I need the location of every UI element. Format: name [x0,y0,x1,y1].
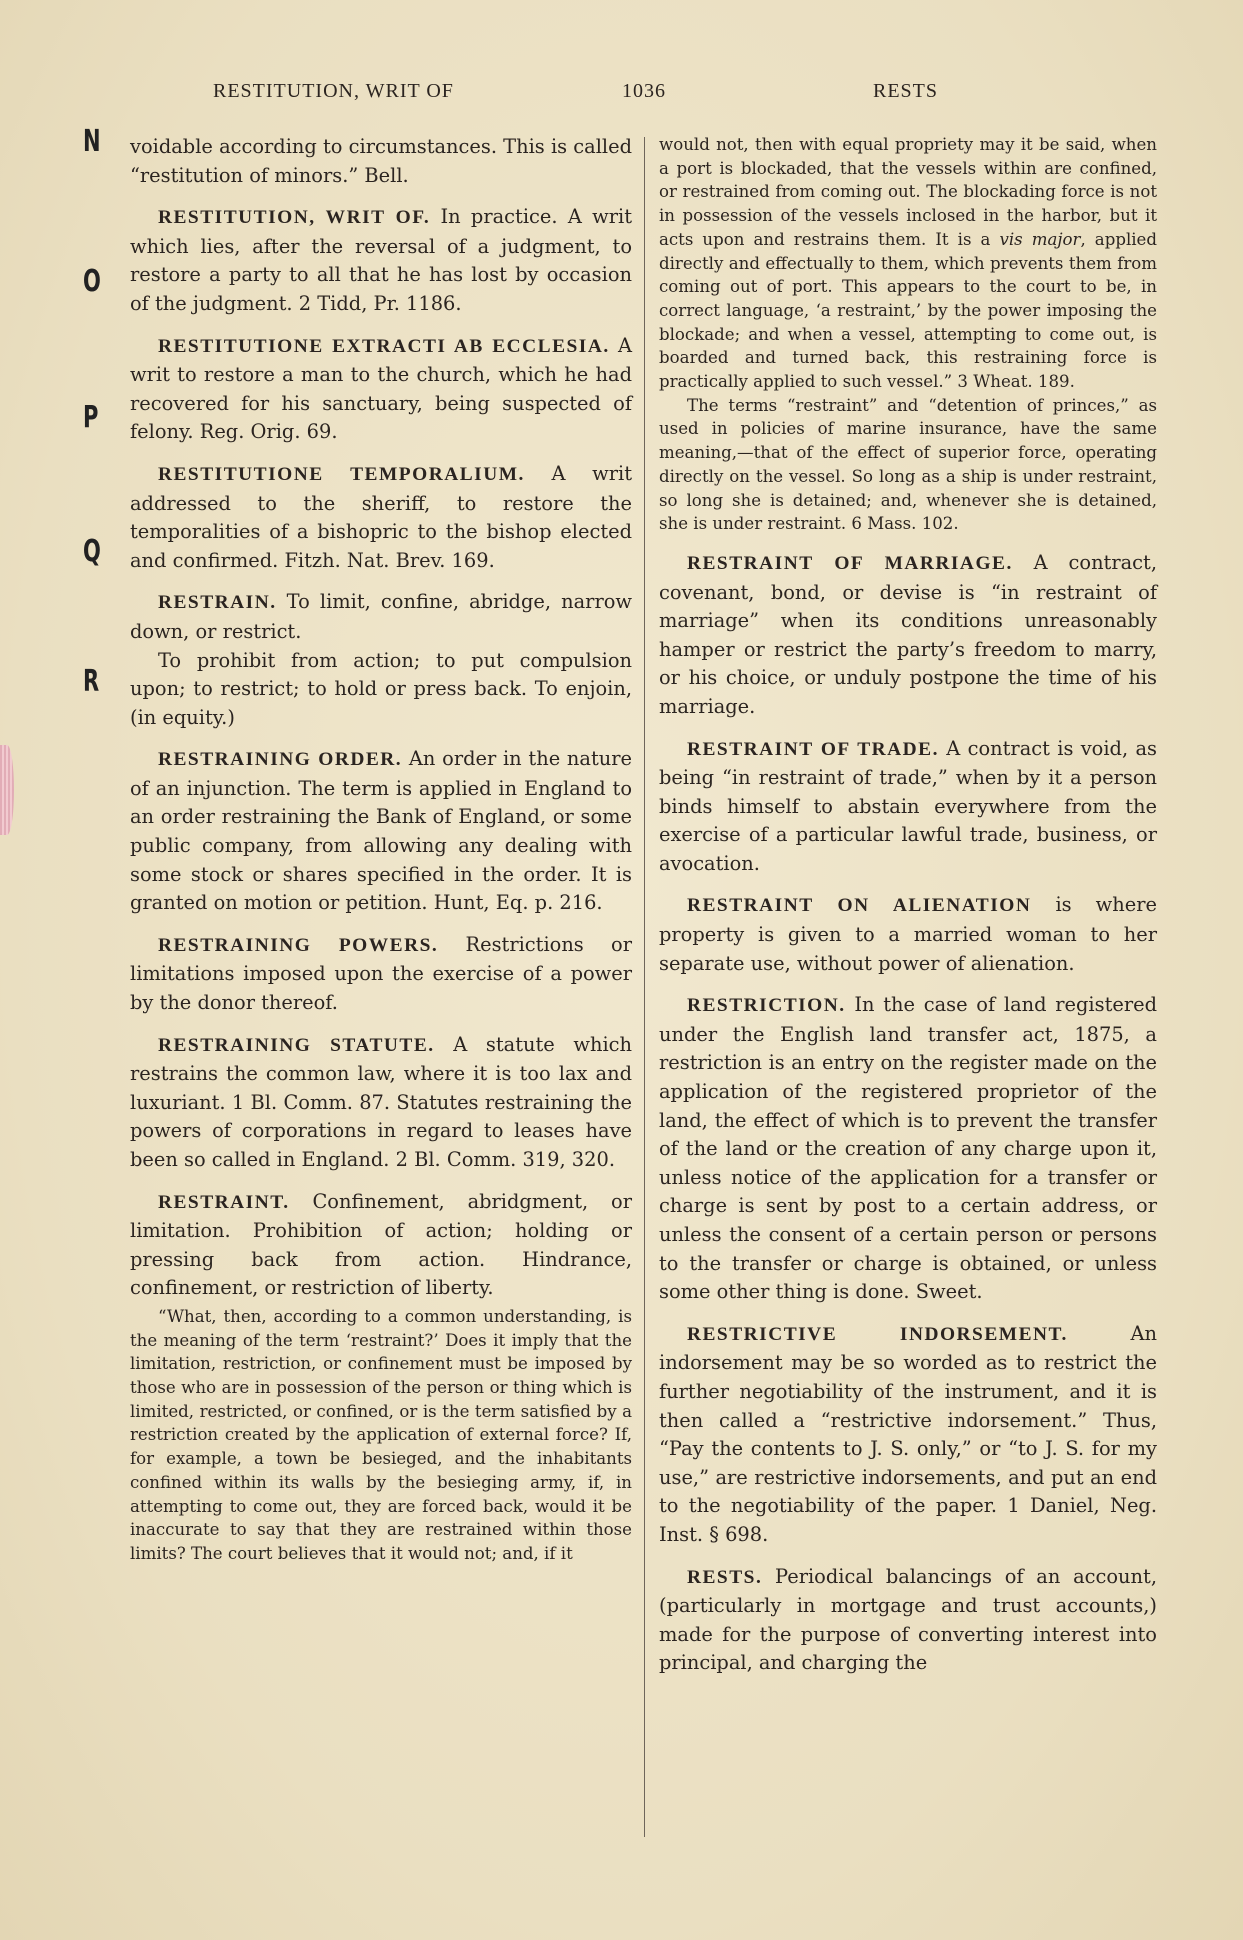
entry-headword: RESTRAINING STATUTE. [158,1034,435,1056]
entry-continuation: voidable according to circumstances. This is called “restitution of minors.” Bell. [130,135,632,187]
left-column [130,133,632,1566]
entry-definition: In practice. A writ which lies, after the reversal of a judgment, to restore a party to all that he has lost by occasion of the judgment. 2 Tidd, Pr. 1186. [130,205,632,315]
entry-headword: RESTRICTIVE INDORSEMENT. [687,1323,1068,1345]
entry-restrain [130,588,632,646]
running-head-right: RESTS [873,80,939,102]
entry-headword: RESTRAINING ORDER. [158,749,403,771]
entry-restraining-order [130,745,632,918]
entry-headword: RESTRAINT OF MARRIAGE. [687,552,1013,574]
entry-restraining-powers [130,931,632,1018]
thumb-index-letter: P [83,400,99,435]
entry-restitutione-temporalium [130,460,632,575]
latin-phrase: vis major [999,229,1081,249]
entry-restraining-statute [130,1031,632,1175]
entry-definition: A statute which restrains the common law, where it is too lax and luxuriant. 1 Bl. Comm. 87. Statutes restraining the powers of corporations in regard to leases have been so called in England. 2 Bl. Comm. 319, 320. [130,1032,632,1171]
entry-restrain-sense-2: To prohibit from action; to put compulsion upon; to restrict; to hold or press back. To enjoin, (in equity.) [130,648,632,729]
entry-rests [659,1563,1157,1678]
thumb-tab-mark [0,745,14,835]
entry-headword: RESTRAINT ON ALIENATION [687,895,1032,917]
entry-definition: A contract is void, as being “in restraint of trade,” when by it a person binds himself to abstain everywhere from the exercise of a particular lawful trade, business, or avocation. [659,736,1157,875]
entry-definition: To limit, confine, abridge, narrow down, or restrict. [130,590,632,643]
entry-headword: RESTRAINT OF TRADE. [687,738,939,760]
entry-restitutione-extracti [130,332,632,447]
quotation-note: The terms “restraint” and “detention of princes,” as used in policies of marine insurance, have the same meaning,—that of the effect of superior force, operating directly on the vessel. So long as a ship is under restraint, so long she is detained; and, whenever she is detained, she is under restraint. 6 Mass. 102. [659,395,1157,534]
entry-headword: RESTS. [687,1566,763,1588]
entry-definition: In the case of land registered under the English land transfer act, 1875, a restriction is an entry on the register made on the application of the registered proprietor of the land, the effect of which is to prevent the transfer of the land or the creation of any charge upon it, unless notice of the application for a transfer or charge is sent by post to a certain address, or unless the consent of a certain person or persons to the transfer or charge is obtained, or unless some other thing is done. Sweet. [659,993,1157,1304]
page-number: 1036 [622,80,666,102]
entry-headword: RESTRAINING POWERS. [158,934,439,956]
entry-definition: An order in the nature of an injunction. The term is applied in England to an order restraining the Bank of England, or some public company, from allowing any dealing with some stock or shares specified in the order. It is granted on motion or petition. Hunt, Eq. p. 216. [130,747,632,915]
entry-headword: RESTRAINT. [158,1191,290,1213]
entry-restrictive-indorsement [659,1320,1157,1550]
entry-restraint [130,1188,632,1303]
entry-definition: A writ to restore a man to the church, which he had recovered for his sanctuary, being suspected of felony. Reg. Orig. 69. [130,333,632,444]
right-column [659,133,1157,1678]
entry-headword: RESTRICTION. [687,995,846,1017]
thumb-index-letter: R [83,664,100,699]
thumb-index-letter: O [83,264,101,299]
entry-definition: An indorsement may be so worded as to restrict the further negotiability of the instrument, and it is then called a “restrictive indorsement.” Thus, “Pay the contents to J. S. only,” or “to J. S. for my use,” are restrictive indorsements, and put an end to the negotiability of the paper. 1 Daniel, Neg. Inst. § 698. [659,1321,1157,1546]
entry-restraint-on-alienation [659,891,1157,978]
entry-quotation: “What, then, according to a common understanding, is the meaning of the term ‘restraint?’ Does it imply that the limitation, restriction, or confinement must be imposed by those who are in possession of the person or thing which is limited, restricted, or confined, or is the term satisfied by a restriction created by the application of external force? If, for example, a town be besieged, and the inhabitants confined within its walls by the besieging army, if, in attempting to come out, they are forced back, would it be inaccurate to say that they are restrained within those limits? The court believes that it would not; and, if it [130,1306,632,1563]
entry-definition: Restrictions or limitations imposed upon the exercise of a power by the donor thereof. [130,932,632,1015]
entry-headword: RESTRAIN. [158,592,277,614]
entry-headword: RESTITUTIONE TEMPORALIUM. [158,463,525,485]
thumb-index-letter: N [83,124,101,159]
column-divider [644,137,645,1837]
page-header [0,80,1243,110]
entry-headword: RESTITUTIONE EXTRACTI AB ECCLESIA. [158,335,610,357]
entry-definition: A writ addressed to the sheriff, to restore the temporalities of a bishopric to the bishop elected and confirmed. Fitzh. Nat. Brev. 169. [130,461,632,572]
entry-definition: Periodical balancings of an account, (particularly in mortgage and trust accounts,) made for the purpose of converting interest into principal, and charging the [659,1564,1157,1675]
running-head-left: RESTITUTION, WRIT OF [213,80,454,102]
entry-headword: RESTITUTION, WRIT OF. [158,207,431,229]
quotation-continuation: would not, then with equal propriety may it be said, when a port is blockaded, that the vessels within are confined, or restrained from coming out. The blockading force is not in possession of the vessels inclosed in the harbor, but it acts upon and restrains them. It is a vis major, applied directly and effectually to them, which prevents them from coming out of port. This appears to the court to be, in correct language, ‘a restraint,’ by the power imposing the blockade; and when a vessel, attempting to come out, is boarded and turned back, this restraining force is practically applied to such vessel.” 3 Wheat. 189. [659,135,1158,392]
entry-restraint-of-trade [659,735,1157,879]
entry-restriction [659,991,1157,1307]
entry-definition: is where property is given to a married woman to her separate use, without power of alienation. [659,893,1157,975]
entry-definition: Confinement, abridgment, or limitation. Prohibition of action; holding or pressing back from action. Hindrance, confinement, or restriction of liberty. [130,1189,632,1300]
entry-definition: A contract, covenant, bond, or devise is “in restraint of marriage” when its conditions unreasonably hamper or restrict the party’s freedom to marry, or his choice, or unduly postpone the time of his marriage. [659,550,1157,718]
entry-restraint-of-marriage [659,549,1157,722]
entry-restitution-writ-of [130,203,632,318]
thumb-index-letter: Q [83,534,101,569]
